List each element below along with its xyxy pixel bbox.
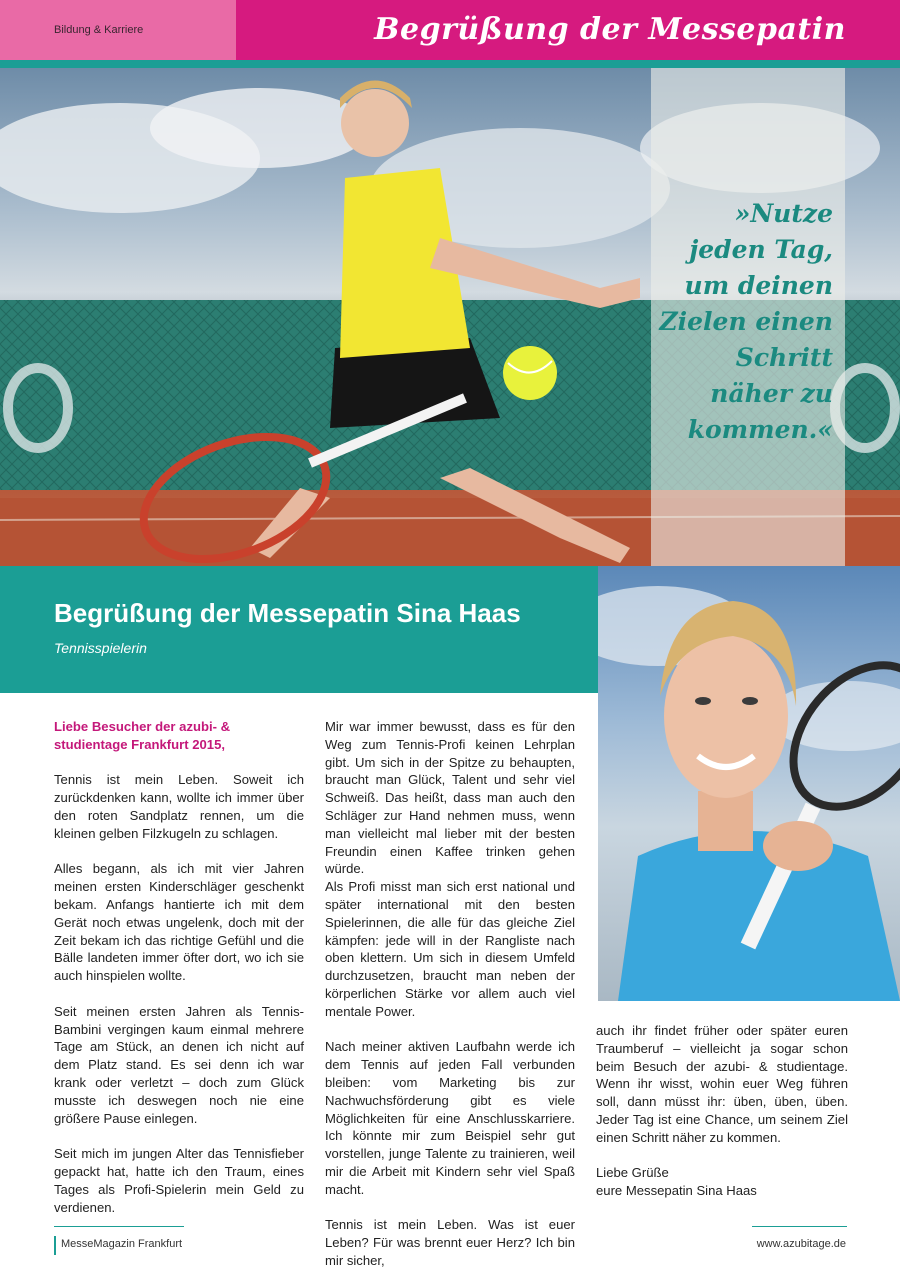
quote-line: kommen.« bbox=[687, 415, 833, 444]
footer-rule-left bbox=[54, 1226, 184, 1227]
quote-line: Schritt bbox=[735, 343, 833, 372]
footer-website-link[interactable]: www.azubitage.de bbox=[756, 1238, 846, 1250]
quote-line: Zielen einen bbox=[659, 307, 833, 336]
section-label: Bildung & Karriere bbox=[54, 24, 144, 36]
footer-accent-bar bbox=[54, 1236, 56, 1255]
paragraph: Seit meinen ersten Jahren als Tennis-Bambini vergingen kaum einmal mehrere Tage am Stück, an denen ich nicht auf dem Platz stand. Es sei denn ich war krank oder verletzt – doch zum Glück musste ich deswegen noch nie eine größere Pause einlegen. bbox=[54, 1003, 304, 1126]
text-column-3 bbox=[596, 1022, 848, 1200]
header-title: Begrüßung der Messepatin bbox=[374, 12, 846, 47]
paragraph: Alles begann, als ich mit vier Jahren meinen ersten Kinderschläger geschenkt bekam. Anfangs hantierte ich mit dem Gerät noch etwas ungelenk, doch mit der Zeit bekam ich das richtige Gefühl und die Bälle landeten immer öfter dort, wo ich sie auch hinspielen wollte. bbox=[54, 861, 304, 984]
paragraph: Als Profi misst man sich erst national und später international mit den besten Spielerinnen, die alle für das gleiche Ziel kämpfen: jede will in der Rangliste nach oben klettern. Um sich in diesem Umfeld durchzusetzen, braucht man neben der körperlichen Stärke vor allem auch viel mentale Power. bbox=[325, 879, 575, 1019]
paragraph: Nach meiner aktiven Laufbahn werde ich dem Tennis auf jeden Fall verbunden bleiben: vom Marketing bis zur Nachwuchsförderung gibt es viele Möglichkeiten für eine Anschlusskarriere. Ich könnte mir zum Beispiel sehr gut vorstellen, junge Talente zu trainieren, weil mir die Arbeit mit Kindern sehr viel Spaß macht. bbox=[325, 1039, 575, 1197]
closing: Liebe Grüße bbox=[596, 1165, 669, 1181]
text-column-2 bbox=[325, 718, 575, 1270]
footer-rule-right bbox=[752, 1226, 847, 1227]
title-band bbox=[0, 566, 598, 693]
quote-line: näher zu bbox=[710, 379, 833, 408]
signature: eure Messepatin Sina Haas bbox=[596, 1183, 757, 1199]
header-teal-stripe bbox=[0, 60, 900, 68]
greeting: Liebe Besucher der azubi- & studientage Frankfurt 2015, bbox=[54, 719, 231, 752]
paragraph: auch ihr findet früher oder später euren Traumberuf – vielleicht ja sogar schon beim Besuch der azubi- & studientage. Wenn ihr wisst, wohin euer Weg führen soll, dann müsst ihr: üben, üben, üben. Jeder Tag ist eine Chance, um seinem Ziel einen Schritt näher zu kommen. bbox=[596, 1023, 848, 1145]
paragraph: Seit mich im jungen Alter das Tennisfieber gepackt hat, hatte ich den Traum, eines Tages als Profi-Spielerin mein Geld zu verdienen. bbox=[54, 1146, 304, 1215]
quote-line: jeden Tag, bbox=[689, 235, 833, 264]
article-subtitle: Tennisspielerin bbox=[54, 640, 147, 656]
quote-line: »Nutze bbox=[734, 199, 833, 228]
paragraph: Tennis ist mein Leben. Was ist euer Leben? Für was brennt euer Herz? Ich bin mir sicher, bbox=[325, 1217, 575, 1268]
quote-line: um deinen bbox=[684, 271, 833, 300]
paragraph: Tennis ist mein Leben. Soweit ich zurückdenken kann, wollte ich immer über den roten Sandplatz rennen, um die kleinen gelben Filzkugeln zu schlagen. bbox=[54, 772, 304, 841]
portrait-illustration bbox=[598, 566, 900, 1001]
portrait-photo bbox=[598, 566, 900, 1001]
hero-quote bbox=[651, 196, 833, 448]
article-title: Begrüßung der Messepatin Sina Haas bbox=[54, 598, 521, 628]
footer-magazine-name: MesseMagazin Frankfurt bbox=[61, 1238, 183, 1250]
paragraph: Mir war immer bewusst, dass es für den Weg zum Tennis-Profi keinen Lehrplan gibt. Um sich in der Spitze zu behaupten, braucht man Glück, Talent und sehr viel Schweiß. Das heißt, dass man auch den Schläger zur Hand nehmen muss, wenn man vielleicht mal lieber mit der besten Freundin einen Kaffee trinken gehen würde. bbox=[325, 719, 575, 877]
text-column-1 bbox=[54, 718, 304, 1216]
